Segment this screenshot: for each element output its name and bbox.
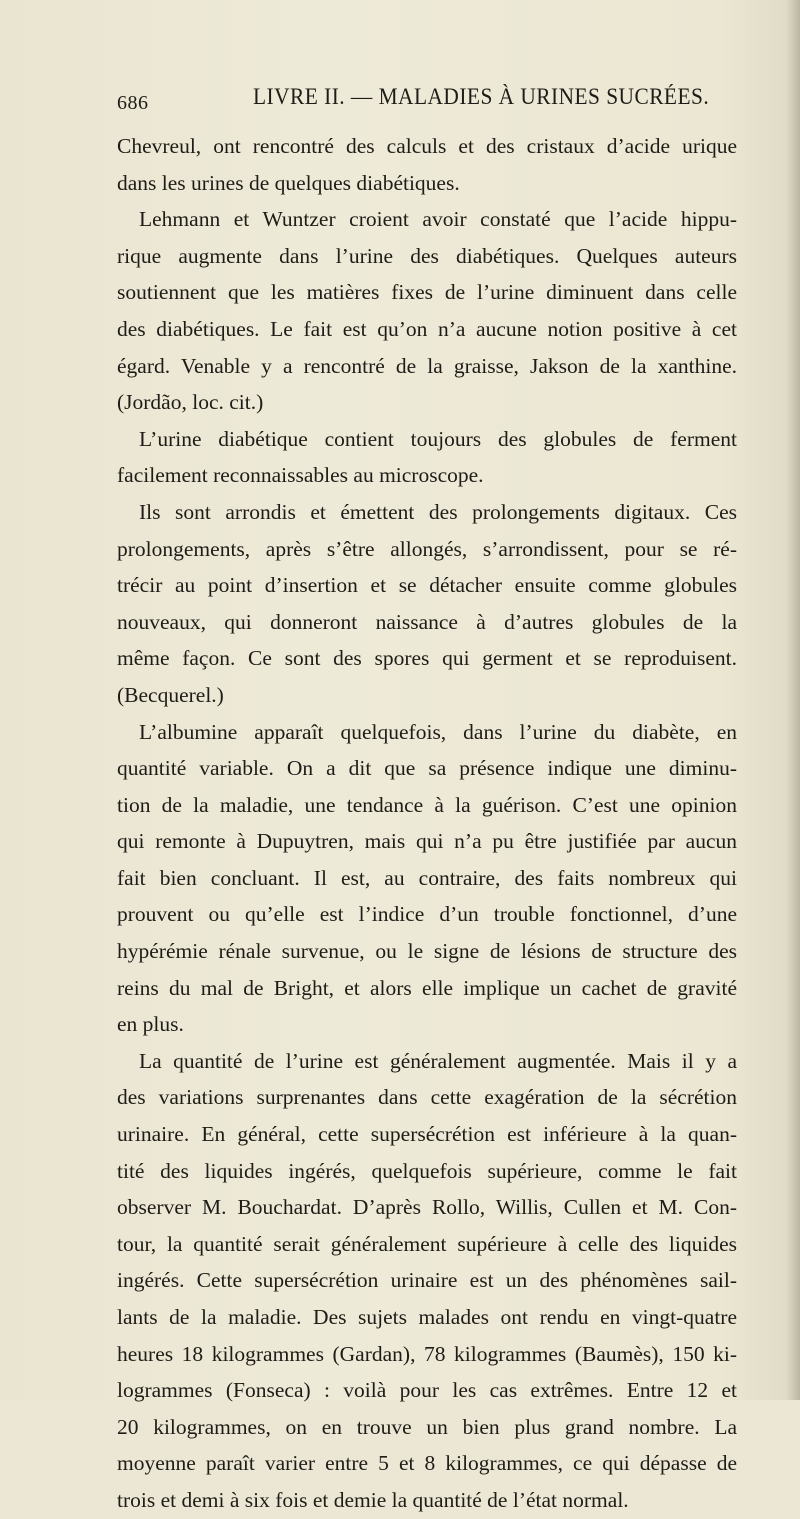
text-line: lants de la maladie. Des sujets malades ont rendu en vingt-quatre <box>117 1305 737 1329</box>
text-line: soutiennent que les matières fixes de l’urine diminuent dans celle <box>117 280 737 305</box>
text-line: hypérémie rénale survenue, ou le signe de lésions de structure des <box>117 939 737 964</box>
body-text <box>117 128 737 1519</box>
text-line: Ils sont arrondis et émettent des prolongements digitaux. Ces <box>139 499 737 524</box>
text-line: des diabétiques. Le fait est qu’on n’a aucune notion positive à cet <box>117 316 737 341</box>
text-line: quantité variable. On a dit que sa présence indique une diminu- <box>117 756 737 781</box>
text-line: (Becquerel.) <box>117 682 224 707</box>
text-line: reins du mal de Bright, et alors elle implique un cachet de gravité <box>117 975 737 1000</box>
text-line: logrammes (Fonseca) : voilà pour les cas extrêmes. Entre 12 et <box>117 1378 737 1403</box>
text-line: La quantité de l’urine est généralement augmentée. Mais il y a <box>139 1048 737 1073</box>
text-line: en plus. <box>117 1012 184 1037</box>
text-line: nouveaux, qui donneront naissance à d’autres globules de la <box>117 609 737 634</box>
running-title: LIVRE II. — MALADIES À URINES SUCRÉES. <box>253 84 710 109</box>
text-line: moyenne paraît varier entre 5 et 8 kilogrammes, ce qui dépasse de <box>117 1451 737 1476</box>
text-line: fait bien concluant. Il est, au contraire, des faits nombreux qui <box>117 865 737 890</box>
text-line: rique augmente dans l’urine des diabétiques. Quelques auteurs <box>117 243 737 268</box>
text-line: des variations surprenantes dans cette exagération de la sécrétion <box>117 1085 737 1110</box>
text-line: qui remonte à Dupuytren, mais qui n’a pu être justifiée par aucun <box>117 829 737 854</box>
page-number: 686 <box>117 92 149 114</box>
text-line: 20 kilogrammes, on en trouve un bien plus grand nombre. La <box>117 1414 737 1439</box>
text-line: égard. Venable y a rencontré de la graisse, Jakson de la xanthine. <box>117 353 737 378</box>
text-line: L’albumine apparaît quelquefois, dans l’urine du diabète, en <box>139 719 737 744</box>
text-line: Lehmann et Wuntzer croient avoir constaté que l’acide hippu- <box>139 207 737 232</box>
text-line: Chevreul, ont rencontré des calculs et des cristaux d’acide urique <box>117 134 737 158</box>
text-line: (Jordão, loc. cit.) <box>117 390 264 415</box>
text-line: tour, la quantité serait généralement supérieure à celle des liquides <box>117 1231 737 1256</box>
page-edge-shadow <box>786 0 800 1400</box>
text-line: observer M. Bouchardat. D’après Rollo, Willis, Cullen et M. Con- <box>117 1195 737 1220</box>
text-line: heures 18 kilogrammes (Gardan), 78 kilogrammes (Baumès), 150 ki- <box>117 1341 737 1366</box>
text-line: trois et demi à six fois et demie la quantité de l’état normal. <box>117 1487 629 1512</box>
text-line: urinaire. En général, cette supersécrétion est inférieure à la quan- <box>117 1122 737 1147</box>
page-header <box>117 84 717 124</box>
text-line: dans les urines de quelques diabétiques. <box>117 170 460 195</box>
text-line: L’urine diabétique contient toujours des globules de ferment <box>139 426 737 451</box>
text-line: même façon. Ce sont des spores qui germent et se reproduisent. <box>117 646 737 671</box>
text-line: prolongements, après s’être allongés, s’arrondissent, pour se ré- <box>117 536 737 561</box>
text-line: prouvent ou qu’elle est l’indice d’un trouble fonctionnel, d’une <box>117 902 737 927</box>
text-line: trécir au point d’insertion et se détacher ensuite comme globules <box>117 573 737 598</box>
text-line: facilement reconnaissables au microscope. <box>117 463 484 488</box>
text-line: tion de la maladie, une tendance à la guérison. C’est une opinion <box>117 792 737 817</box>
text-line: ingérés. Cette supersécrétion urinaire est un des phénomènes sail- <box>117 1268 737 1293</box>
text-line: tité des liquides ingérés, quelquefois supérieure, comme le fait <box>117 1158 737 1183</box>
